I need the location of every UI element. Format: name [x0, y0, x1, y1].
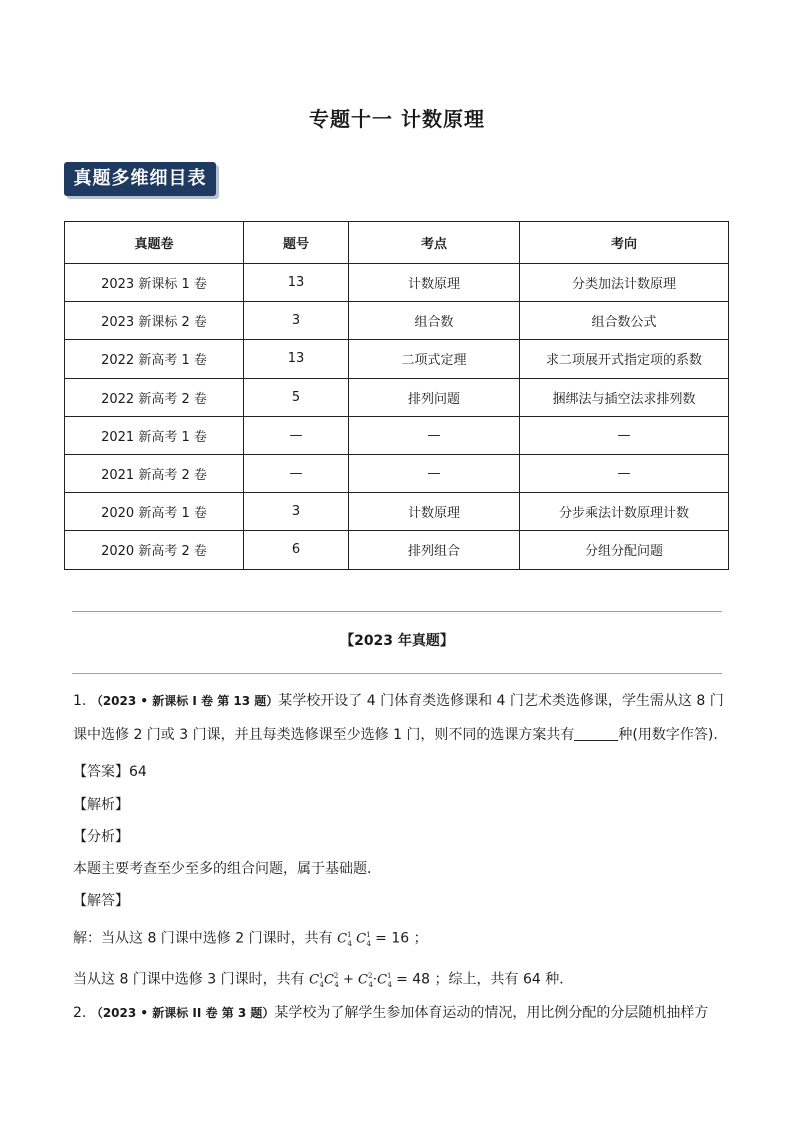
table-cell: 捆绑法与插空法求排列数 [520, 378, 729, 416]
combination-term [309, 966, 324, 995]
badge-label: 真题多维细目表 [73, 168, 207, 189]
superscript: 2 [367, 972, 373, 980]
superscript: 1 [319, 972, 324, 980]
question-2-line-1 [73, 1003, 708, 1023]
table-cell: — [244, 416, 349, 454]
header-direction: 考向 [520, 222, 729, 264]
table-cell: 2021 新高考 2 卷 [65, 454, 244, 492]
fenxi-label: 【分析】 [73, 829, 129, 845]
question-number: 1. [73, 693, 87, 709]
page-title: 专题十一 计数原理 [309, 107, 485, 131]
answer-blank [574, 726, 618, 741]
table-cell: 分类加法计数原理 [520, 264, 729, 302]
question-number: 2. [73, 1005, 87, 1021]
section-badge [64, 162, 216, 196]
table-cell: — [349, 454, 520, 492]
header-exam: 真题卷 [65, 222, 244, 264]
divider-bottom [72, 673, 722, 674]
combination-term [358, 966, 373, 995]
c-symbol: C [309, 972, 320, 988]
table-cell: 排列组合 [349, 531, 520, 569]
table-cell: — [520, 454, 729, 492]
table-cell: 5 [244, 378, 349, 416]
c-symbol: C [337, 931, 348, 947]
table-cell: 2020 新高考 2 卷 [65, 531, 244, 569]
table-cell: 组合数 [349, 302, 520, 340]
table-cell: 2022 新高考 1 卷 [65, 340, 244, 378]
solution-line-2 [73, 966, 573, 995]
combination-term [356, 925, 371, 954]
question-1-line-2 [73, 725, 718, 745]
table-cell: 计数原理 [349, 493, 520, 531]
table-cell: 13 [244, 264, 349, 302]
question-source: （2023 • 新课标 II 卷 第 3 题） [90, 1006, 275, 1020]
jieda-label: 【解答】 [73, 893, 129, 909]
table-row [65, 340, 729, 378]
question-text: 某学校开设了 4 门体育类选修课和 4 门艺术类选修课，学生需从这 8 门 [278, 693, 724, 709]
table-cell: 2021 新高考 1 卷 [65, 416, 244, 454]
divider-top [72, 611, 722, 612]
subscript: 4 [366, 939, 371, 948]
c-symbol: C [377, 972, 388, 988]
table-cell: 组合数公式 [520, 302, 729, 340]
header-number: 题号 [244, 222, 349, 264]
subscript: 4 [319, 980, 324, 989]
table-cell: 二项式定理 [349, 340, 520, 378]
superscript: 1 [387, 972, 392, 980]
question-text: 某学校为了解学生参加体育运动的情况，用比例分配的分层随机抽样方 [274, 1005, 709, 1021]
table-cell: 2020 新高考 1 卷 [65, 493, 244, 531]
table-cell: 2023 新课标 2 卷 [65, 302, 244, 340]
subscript: 4 [387, 980, 392, 989]
plus-sign: + [338, 972, 359, 988]
answer-line: 【答案】64 [73, 764, 147, 780]
solution-line-1 [73, 925, 428, 954]
solution-text: 当从这 8 门课中选修 3 门课时，共有 [73, 971, 305, 988]
table-cell: — [349, 416, 520, 454]
solution-text: = 48 ；综上，共有 64 种． [396, 971, 574, 988]
table-cell: 分组分配问题 [520, 531, 729, 569]
table-cell: — [244, 454, 349, 492]
combination-term [324, 966, 339, 995]
table-row [65, 302, 729, 340]
question-text: 种(用数字作答). [618, 727, 718, 743]
table-cell: 求二项展开式指定项的系数 [520, 340, 729, 378]
table-cell: 3 [244, 302, 349, 340]
question-source: （2023 • 新课标 I 卷 第 13 题） [90, 694, 279, 708]
question-1-line-1 [73, 691, 724, 711]
superscript: 2 [333, 972, 339, 980]
question-text: 课中选修 2 门或 3 门课，并且每类选修课至少选修 1 门，则不同的选课方案共有 [73, 727, 575, 743]
table-row [65, 264, 729, 302]
combination-term [377, 966, 392, 995]
c-symbol: C [358, 972, 368, 988]
table-cell: — [520, 416, 729, 454]
table-cell: 2023 新课标 1 卷 [65, 264, 244, 302]
c-symbol: C [323, 972, 334, 988]
table-cell: 2022 新高考 2 卷 [65, 378, 244, 416]
combination-term [337, 925, 352, 954]
multiply-dot: · [372, 972, 378, 988]
jiexi-label: 【解析】 [73, 797, 129, 813]
combination-expression [309, 972, 396, 987]
table-cell: 分步乘法计数原理计数 [520, 493, 729, 531]
table-row [65, 454, 729, 492]
exam-catalog-table [64, 221, 729, 570]
solution-text: 解：当从这 8 门课中选修 2 门课时，共有 [73, 930, 333, 947]
subscript: 4 [334, 980, 339, 989]
table-row [65, 493, 729, 531]
superscript: 1 [347, 931, 352, 939]
table-row [65, 531, 729, 569]
header-topic: 考点 [349, 222, 520, 264]
analysis-text: 本题主要考查至少至多的组合问题，属于基础题． [73, 861, 381, 877]
table-row [65, 378, 729, 416]
solution-text: = 16 ； [375, 930, 428, 947]
table-cell: 排列问题 [349, 378, 520, 416]
combination-expression [337, 931, 375, 946]
subscript: 4 [368, 980, 373, 989]
table-cell: 6 [244, 531, 349, 569]
table-header-row [65, 222, 729, 264]
superscript: 1 [366, 931, 371, 939]
subscript: 4 [347, 939, 352, 948]
table-cell: 计数原理 [349, 264, 520, 302]
table-cell: 3 [244, 493, 349, 531]
c-symbol: C [356, 931, 367, 947]
table-row [65, 416, 729, 454]
section-heading: 【2023 年真题】 [340, 633, 454, 649]
table-cell: 13 [244, 340, 349, 378]
